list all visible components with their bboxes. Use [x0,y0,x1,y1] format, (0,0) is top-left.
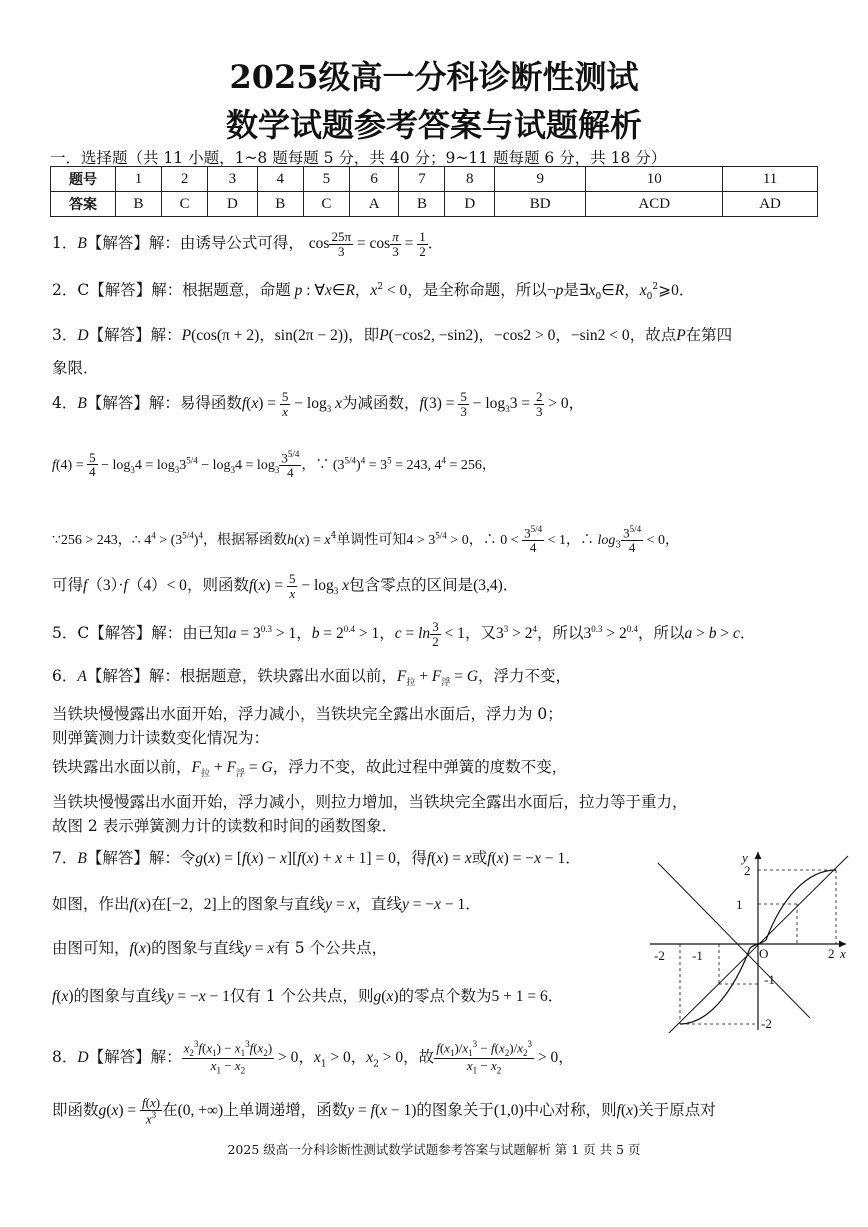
table-cell: 4 [257,167,303,192]
q-text: 【解答】解： [88,1048,182,1067]
answer-q6-line3: 则弹簧测力计读数变化情况为： [52,729,270,747]
answer-q6-line4: 铁块露出水面以前，$F_拉 + F_浮 = G$，浮力不变，故此过程中弹簧的度数不变， [52,758,568,780]
answer-q4-line2: f(4) = $\frac{5}{4}$ − $\log_34 = \log_33^{5/4} - \log_34 = \log_3$ $\frac{3^{5/4}}{4}$ ，∵ $(3^{5/4})^4 = 3^5 = 243$, $4^4 = 256$， [52,449,496,480]
answer-q4-line4: 可得f（3）·f（4）< 0，则函数f(x) = $\frac{5}{x}$ − $\log_3 x$包含零点的区间是(3,4)． [52,571,519,601]
table-cell: 5 [303,167,349,192]
q-text: ，是全称命题，所以 [407,281,547,299]
q-number: 6． [52,667,78,685]
table-cell: 10 [586,167,723,192]
graph-label: y [742,850,748,865]
q-number: 3． [52,326,78,344]
q-letter: D [77,327,89,344]
q-text: 上的图象与直线 [216,895,326,913]
q-text: ，则函数 [186,576,249,595]
table-cell: C [162,192,208,217]
answer-q7-line3: 由图可知，f(x)的图象与直线y = x有 5 个公共点， [52,939,388,957]
q-letter: D [77,1049,89,1067]
q-text: 的图象关于 [416,1100,494,1119]
q-text: 包含零点的区间是 [349,576,474,595]
section-heading: 一．选择题（共 11 小题，1~8 题每题 5 分，共 40 分；9~11 题每题 6 分，共 18 分） [50,149,667,167]
q-text: ，直线 [355,895,402,913]
q-text: ，浮力不变，故此过程中弹簧的度数不变， [272,758,568,776]
answer-q7: 7．B【解答】解：令g(x) = [f(x) − x][f(x) + x + 1] = 0，得f(x) = x或f(x) = −x − 1． [52,849,581,867]
table-cell: B [399,192,445,217]
answer-q8-line2: 即函数g(x) = $\frac{f(x)}{x^3}$ 在(0, +∞)上单调递增，函数y = f(x − 1)的图象关于(1,0)中心对称，则f(x)关于原点对 [52,1095,716,1126]
q-number: 7． [52,849,78,867]
q-text: 【解答】解： [88,326,182,344]
q-text: 在 [151,895,167,913]
table-cell: C [303,192,349,217]
q-text: ，即 [348,326,380,344]
table-row-answers [51,192,818,217]
q-text: 的零点个数为 [398,987,492,1005]
q-text: 的图象与直线 [73,987,167,1005]
q-text: 【解答】解：根据题意，铁块露出水面以前， [86,667,397,685]
table-cell: A [349,192,399,217]
table-cell: BD [495,192,586,217]
q-text: 上单调递增，函数 [223,1100,348,1119]
table-cell: 9 [495,167,586,192]
q-text: 如图，作出 [52,895,130,913]
q-text: 有 5 个公共点， [274,939,388,957]
table-cell: D [445,192,495,217]
q-text: 【解答】解：令 [86,849,196,867]
q-text: 可得 [52,576,84,595]
table-cell: AD [723,192,818,217]
q-text: 在第四 [685,326,733,344]
answer-q6: 6．A【解答】解：根据题意，铁块露出水面以前，$F_拉 + F_浮 = G$，浮力不变， [52,667,572,689]
answer-q3: 3．D【解答】解：P(cos(π + 2)，sin(2π − 2))，即P(−cos2, −sin2)，−cos2 > 0，−sin2 < 0，故点P在第四 [52,326,733,344]
q-text: ，故 [403,1048,435,1067]
table-cell: D [208,192,258,217]
answer-q6-line2: 当铁块慢慢露出水面开始，浮力减小，当铁块完全露出水面后，浮力为 0； [52,705,563,723]
q-text: ，浮力不变， [478,667,572,685]
graph-label: O [759,946,769,961]
table-cell: 8 [445,167,495,192]
graph-label: x [840,946,846,961]
q-text: ，得 [395,849,427,867]
q-text: 的图象与直线 [151,939,245,957]
q-text: 即函数 [52,1100,99,1119]
answer-q4-line3: ∵256 > 243，∴ $4^4 > (3^{5/4})^4$，根据幂函数$h(x) = x^4$单调性可知$4 > 3^{5/4} > 0$，∴ 0 < $\frac{3^{5/4}}{4}$ < 1，∴ $\log_3$ $\frac{3^{5/4}}{4}$ < 0， [52,524,680,555]
graph-label: -2 [654,948,665,963]
q-text: 由图可知， [52,939,130,957]
answer-q2: 2．C【解答】解：根据题意，命题 p : ∀x∈R，$x^2 < 0$，是全称命题，所以¬p是$\exists x_0\in R$，$x_0^2⩾0$． [52,281,695,303]
q-text: 铁块露出水面以前， [52,758,192,776]
table-cell: 11 [723,167,818,192]
table-cell: 3 [208,167,258,192]
page-footer: 2025 级高一分科诊断性测试数学试题参考答案与试题解析 第 1 页 共 5 页 [227,1142,641,1157]
q-text: 仅有 1 个公共点，则 [229,987,374,1005]
answer-q5: 5．C【解答】解：由已知$a = 3^{0.3} > 1$，$b = 2^{0.4} > 1$，c = ln $\frac{3}{2}$ < 1，又$3^3 > 2^4$，所以$3^{0.3} > 2^{0.4}$，所以a > b > c． [52,619,756,649]
q-text: 【解答】解：易得函数 [86,394,242,413]
q-text: 2．C【解答】解：根据题意，命题 [52,281,291,299]
table-header-cell: 答案 [51,192,116,217]
table-cell: ACD [586,192,723,217]
q-text: 【解答】解：由诱导公式可得， [86,234,304,253]
q-text: 是 [563,281,579,299]
q-text: 关于原点对 [638,1100,716,1119]
q-letter: B [77,395,87,413]
document-title: 2025级高一分科诊断性测试 [229,58,639,96]
table-cell: B [116,192,162,217]
answer-q3-cont: 象限． [52,359,99,377]
document-subtitle: 数学试题参考答案与试题解析 [225,106,642,144]
subscript: 浮 [441,678,451,689]
graph-label: -1 [764,972,775,987]
table-header-cell: 题号 [51,167,116,192]
subscript: 浮 [235,769,245,780]
q-text: ，又 [464,624,496,643]
answer-q6-line5: 当铁块慢慢露出水面开始，浮力减小，则拉力增加，当铁块完全露出水面后，拉力等于重力， [52,793,688,811]
q-text: 5．C【解答】解：由已知 [52,624,229,643]
q-number: 8． [52,1048,78,1067]
q-number: 1． [52,234,78,253]
q-letter: A [77,668,87,685]
q-text: 在 [162,1100,178,1119]
table-cell: B [257,192,303,217]
subscript: 拉 [200,769,210,780]
q-text: ，所以 [637,624,685,643]
q-text: 或 [471,849,488,867]
function-graph-figure [650,848,850,1033]
q-text: 根据幂函数 [216,531,287,548]
table-row-numbers [51,167,818,192]
graph-label: -1 [692,948,703,963]
graph-label: 1 [736,897,743,912]
answer-table [50,166,818,217]
answer-q7-line4: f(x)的图象与直线y = −x − 1仅有 1 个公共点，则g(x)的零点个数为5 + 1 = 6． [52,987,564,1005]
answer-q1: 1．B【解答】解：由诱导公式可得， cos $\frac{25\pi}{3}$ = cos $\frac{\pi}{3}$ = $\frac{1}{2}$ ． [52,229,444,259]
table-cell: 2 [162,167,208,192]
q-text: ，故点 [629,326,677,344]
graph-label: 2 [744,863,751,878]
q-number: 4． [52,394,78,413]
graph-label: -2 [761,1016,772,1031]
answer-q4: 4．B【解答】解：易得函数f(x) = $\frac{5}{x}$ − $\log_3 x$为减函数，f(3) = $\frac{5}{3}$ − $\log_33$ = $\frac{2}{3}$ > 0， [52,389,585,419]
table-cell: 1 [116,167,162,192]
answer-q7-line2: 如图，作出f(x)在[−2，2]上的图象与直线y = x，直线y = −x − 1． [52,895,481,913]
q-text: ，所以 [536,624,584,643]
table-cell: 7 [399,167,445,192]
graph-label: 2 [828,946,835,961]
q-text: 单调性可知 [336,531,407,548]
answer-q6-line6: 故图 2 表示弹簧测力计的读数和时间的函数图象． [52,817,398,835]
q-letter: B [77,235,87,253]
answer-q8: 8．D【解答】解： $\frac{x_2^3f(x_1) - x_1^3f(x_2)}{x_1 - x_2}$ > 0，$x_1 > 0$，$x_2 > 0$，故 $\frac{f(x_1)/x_1^3 - f(x_2)/x_2^3}{x_1 - x_2}$ > 0， [52,1039,574,1076]
table-cell: 6 [349,167,399,192]
q-text: 为减函数， [341,394,420,413]
q-letter: B [77,850,87,867]
subscript: 拉 [406,678,416,689]
q-text: 中心对称，则 [523,1100,617,1119]
line-y-equals-neg-x-minus-1 [658,863,810,1018]
